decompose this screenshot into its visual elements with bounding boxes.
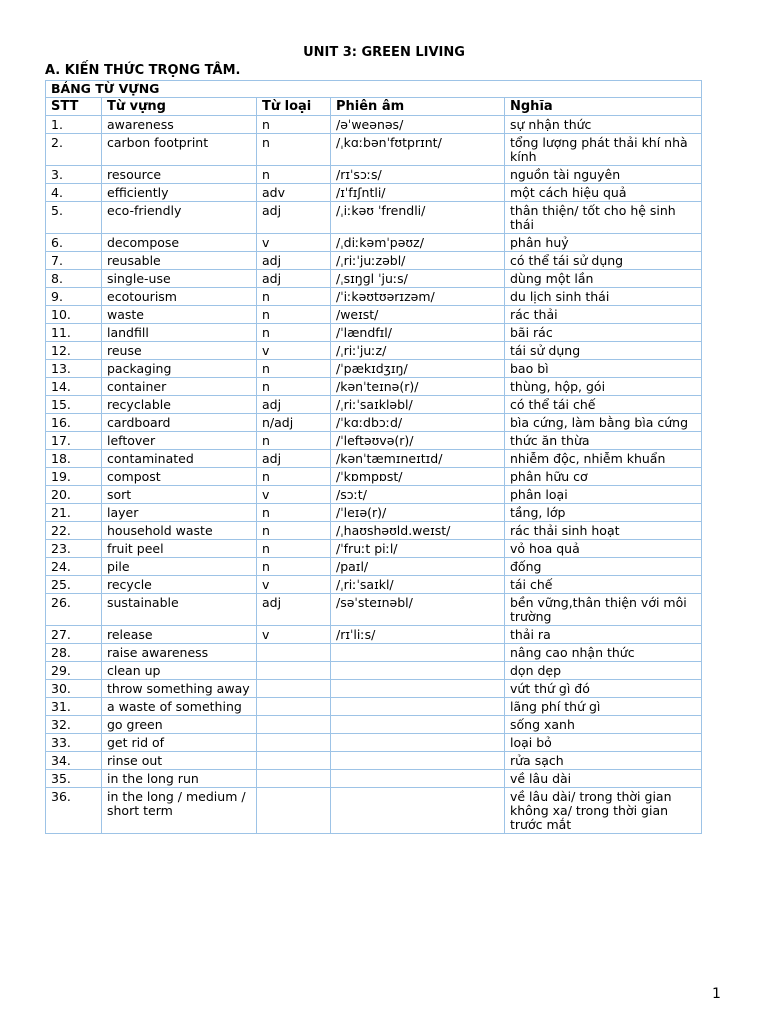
cell-word: contaminated (102, 450, 257, 468)
cell-part-of-speech (257, 788, 331, 834)
cell-meaning: một cách hiệu quả (505, 184, 702, 202)
cell-meaning: thùng, hộp, gói (505, 378, 702, 396)
cell-part-of-speech: n (257, 558, 331, 576)
cell-pronunciation (331, 752, 505, 770)
cell-meaning: rác thải sinh hoạt (505, 522, 702, 540)
cell-meaning: bãi rác (505, 324, 702, 342)
table-row (46, 752, 702, 770)
table-row (46, 698, 702, 716)
table-row (46, 414, 702, 432)
table-row (46, 234, 702, 252)
cell-meaning: sống xanh (505, 716, 702, 734)
cell-part-of-speech (257, 680, 331, 698)
table-row (46, 522, 702, 540)
table-banner-row (46, 81, 702, 98)
cell-pronunciation: /ˈlændfɪl/ (331, 324, 505, 342)
cell-part-of-speech: n (257, 134, 331, 166)
cell-row-number: 22. (46, 522, 102, 540)
cell-pronunciation: /rɪˈsɔːs/ (331, 166, 505, 184)
cell-part-of-speech: adj (257, 202, 331, 234)
cell-row-number: 6. (46, 234, 102, 252)
cell-row-number: 24. (46, 558, 102, 576)
table-body (46, 116, 702, 834)
cell-pronunciation: /ˌiːkəʊ ˈfrendli/ (331, 202, 505, 234)
table-row (46, 788, 702, 834)
cell-part-of-speech (257, 698, 331, 716)
cell-row-number: 9. (46, 288, 102, 306)
cell-row-number: 5. (46, 202, 102, 234)
cell-meaning: nguồn tài nguyên (505, 166, 702, 184)
cell-meaning: thân thiện/ tốt cho hệ sinh thái (505, 202, 702, 234)
cell-word: recycle (102, 576, 257, 594)
cell-row-number: 8. (46, 270, 102, 288)
cell-meaning: có thể tái chế (505, 396, 702, 414)
cell-meaning: về lâu dài/ trong thời gian không xa/ trong thời gian trước mắt (505, 788, 702, 834)
cell-part-of-speech (257, 662, 331, 680)
cell-row-number: 32. (46, 716, 102, 734)
cell-meaning: tổng lượng phát thải khí nhà kính (505, 134, 702, 166)
cell-pronunciation (331, 698, 505, 716)
table-row (46, 558, 702, 576)
cell-pronunciation: /weɪst/ (331, 306, 505, 324)
cell-part-of-speech: adj (257, 450, 331, 468)
cell-word: awareness (102, 116, 257, 134)
cell-pronunciation: /ˈpækɪdʒɪŋ/ (331, 360, 505, 378)
cell-word: packaging (102, 360, 257, 378)
table-row (46, 360, 702, 378)
column-header-word: Từ vựng (102, 98, 257, 116)
cell-part-of-speech: n (257, 432, 331, 450)
table-row (46, 576, 702, 594)
cell-part-of-speech (257, 716, 331, 734)
table-row (46, 378, 702, 396)
cell-meaning: thức ăn thừa (505, 432, 702, 450)
cell-part-of-speech: v (257, 486, 331, 504)
cell-pronunciation: /ˌriːˈjuːzəbl/ (331, 252, 505, 270)
cell-meaning: có thể tái sử dụng (505, 252, 702, 270)
cell-word: leftover (102, 432, 257, 450)
cell-part-of-speech: adv (257, 184, 331, 202)
cell-part-of-speech: n (257, 166, 331, 184)
table-row (46, 770, 702, 788)
cell-word: landfill (102, 324, 257, 342)
table-row (46, 594, 702, 626)
cell-word: go green (102, 716, 257, 734)
table-row (46, 166, 702, 184)
cell-part-of-speech: v (257, 576, 331, 594)
page-title: UNIT 3: GREEN LIVING (303, 45, 465, 60)
table-row (46, 680, 702, 698)
cell-row-number: 29. (46, 662, 102, 680)
cell-meaning: du lịch sinh thái (505, 288, 702, 306)
table-row (46, 184, 702, 202)
cell-word: resource (102, 166, 257, 184)
cell-row-number: 1. (46, 116, 102, 134)
vocabulary-table (45, 80, 702, 834)
cell-meaning: dùng một lần (505, 270, 702, 288)
cell-meaning: tái chế (505, 576, 702, 594)
table-row (46, 324, 702, 342)
cell-row-number: 4. (46, 184, 102, 202)
cell-row-number: 35. (46, 770, 102, 788)
cell-row-number: 3. (46, 166, 102, 184)
cell-word: clean up (102, 662, 257, 680)
table-row (46, 450, 702, 468)
cell-row-number: 10. (46, 306, 102, 324)
cell-pronunciation: /ˌriːˈsaɪkl/ (331, 576, 505, 594)
cell-pronunciation (331, 644, 505, 662)
cell-meaning: dọn dẹp (505, 662, 702, 680)
table-row (46, 288, 702, 306)
cell-word: eco-friendly (102, 202, 257, 234)
table-row (46, 716, 702, 734)
cell-meaning: phân hữu cơ (505, 468, 702, 486)
cell-word: a waste of something (102, 698, 257, 716)
cell-row-number: 13. (46, 360, 102, 378)
cell-pronunciation: /ˈiːkəʊtʊərɪzəm/ (331, 288, 505, 306)
cell-part-of-speech: n (257, 116, 331, 134)
cell-part-of-speech (257, 734, 331, 752)
cell-pronunciation: /ˌkɑːbənˈfʊtprɪnt/ (331, 134, 505, 166)
column-header-pronunciation: Phiên âm (331, 98, 505, 116)
cell-row-number: 27. (46, 626, 102, 644)
cell-row-number: 16. (46, 414, 102, 432)
cell-row-number: 26. (46, 594, 102, 626)
cell-row-number: 28. (46, 644, 102, 662)
cell-part-of-speech: n (257, 324, 331, 342)
cell-meaning: rửa sạch (505, 752, 702, 770)
cell-part-of-speech: n/adj (257, 414, 331, 432)
section-heading: A. KIẾN THỨC TRỌNG TÂM. (45, 63, 241, 78)
cell-row-number: 19. (46, 468, 102, 486)
table-row (46, 734, 702, 752)
cell-word: single-use (102, 270, 257, 288)
table-row (46, 270, 702, 288)
table-row (46, 504, 702, 522)
table-row (46, 432, 702, 450)
cell-pronunciation (331, 788, 505, 834)
cell-meaning: phân loại (505, 486, 702, 504)
column-header-part-of-speech: Từ loại (257, 98, 331, 116)
table-row (46, 644, 702, 662)
cell-pronunciation: /ˌriːˈsaɪkləbl/ (331, 396, 505, 414)
cell-word: layer (102, 504, 257, 522)
cell-pronunciation: /paɪl/ (331, 558, 505, 576)
cell-pronunciation: /ˈleɪə(r)/ (331, 504, 505, 522)
cell-row-number: 25. (46, 576, 102, 594)
table-banner: BẢNG TỪ VỰNG (46, 81, 702, 98)
cell-meaning: nhiễm độc, nhiễm khuẩn (505, 450, 702, 468)
cell-word: ecotourism (102, 288, 257, 306)
cell-part-of-speech: adj (257, 396, 331, 414)
column-header-stt: STT (46, 98, 102, 116)
cell-meaning: phân huỷ (505, 234, 702, 252)
cell-word: in the long / medium / short term (102, 788, 257, 834)
cell-word: recyclable (102, 396, 257, 414)
cell-part-of-speech: n (257, 378, 331, 396)
cell-meaning: vứt thứ gì đó (505, 680, 702, 698)
cell-meaning: bao bì (505, 360, 702, 378)
cell-row-number: 36. (46, 788, 102, 834)
cell-meaning: rác thải (505, 306, 702, 324)
cell-row-number: 23. (46, 540, 102, 558)
cell-pronunciation: /ˌdiːkəmˈpəʊz/ (331, 234, 505, 252)
cell-meaning: lãng phí thứ gì (505, 698, 702, 716)
cell-row-number: 31. (46, 698, 102, 716)
table-row (46, 468, 702, 486)
cell-part-of-speech (257, 770, 331, 788)
cell-meaning: loại bỏ (505, 734, 702, 752)
cell-pronunciation: /sɔːt/ (331, 486, 505, 504)
cell-part-of-speech (257, 644, 331, 662)
table-row (46, 252, 702, 270)
cell-word: pile (102, 558, 257, 576)
table-row (46, 396, 702, 414)
cell-word: reuse (102, 342, 257, 360)
cell-word: cardboard (102, 414, 257, 432)
cell-word: waste (102, 306, 257, 324)
cell-row-number: 7. (46, 252, 102, 270)
cell-pronunciation: /ˌriːˈjuːz/ (331, 342, 505, 360)
cell-pronunciation (331, 734, 505, 752)
column-header-meaning: Nghĩa (505, 98, 702, 116)
cell-pronunciation: /ˌsɪŋɡl ˈjuːs/ (331, 270, 505, 288)
cell-part-of-speech: n (257, 504, 331, 522)
cell-part-of-speech: adj (257, 252, 331, 270)
table-row (46, 540, 702, 558)
cell-word: fruit peel (102, 540, 257, 558)
cell-word: throw something away (102, 680, 257, 698)
cell-row-number: 2. (46, 134, 102, 166)
cell-word: sort (102, 486, 257, 504)
table-row (46, 306, 702, 324)
cell-meaning: bìa cứng, làm bằng bìa cứng (505, 414, 702, 432)
table-row (46, 342, 702, 360)
cell-part-of-speech: adj (257, 270, 331, 288)
cell-part-of-speech: v (257, 342, 331, 360)
cell-word: in the long run (102, 770, 257, 788)
cell-part-of-speech: n (257, 540, 331, 558)
cell-pronunciation: /ˈfruːt piːl/ (331, 540, 505, 558)
cell-part-of-speech: v (257, 626, 331, 644)
cell-row-number: 14. (46, 378, 102, 396)
cell-word: container (102, 378, 257, 396)
cell-word: reusable (102, 252, 257, 270)
cell-row-number: 20. (46, 486, 102, 504)
table-row (46, 116, 702, 134)
cell-pronunciation (331, 716, 505, 734)
cell-word: sustainable (102, 594, 257, 626)
cell-pronunciation (331, 680, 505, 698)
cell-row-number: 11. (46, 324, 102, 342)
table-row (46, 626, 702, 644)
cell-meaning: về lâu dài (505, 770, 702, 788)
cell-pronunciation: /ˈleftəʊvə(r)/ (331, 432, 505, 450)
cell-word: raise awareness (102, 644, 257, 662)
table-row (46, 134, 702, 166)
cell-row-number: 17. (46, 432, 102, 450)
cell-row-number: 21. (46, 504, 102, 522)
cell-word: decompose (102, 234, 257, 252)
cell-part-of-speech: n (257, 288, 331, 306)
cell-row-number: 33. (46, 734, 102, 752)
cell-part-of-speech: n (257, 360, 331, 378)
table-row (46, 662, 702, 680)
cell-pronunciation: /səˈsteɪnəbl/ (331, 594, 505, 626)
cell-part-of-speech: adj (257, 594, 331, 626)
cell-part-of-speech: n (257, 468, 331, 486)
cell-pronunciation: /ɪˈfɪʃntli/ (331, 184, 505, 202)
cell-row-number: 18. (46, 450, 102, 468)
cell-word: household waste (102, 522, 257, 540)
cell-word: compost (102, 468, 257, 486)
cell-row-number: 15. (46, 396, 102, 414)
cell-meaning: bền vững,thân thiện với môi trường (505, 594, 702, 626)
cell-pronunciation (331, 662, 505, 680)
cell-row-number: 30. (46, 680, 102, 698)
cell-pronunciation (331, 770, 505, 788)
cell-pronunciation: /ˈkɑːdbɔːd/ (331, 414, 505, 432)
cell-row-number: 34. (46, 752, 102, 770)
cell-row-number: 12. (46, 342, 102, 360)
cell-word: get rid of (102, 734, 257, 752)
cell-part-of-speech: n (257, 306, 331, 324)
cell-pronunciation: /kənˈteɪnə(r)/ (331, 378, 505, 396)
cell-meaning: tái sử dụng (505, 342, 702, 360)
cell-meaning: đống (505, 558, 702, 576)
cell-word: rinse out (102, 752, 257, 770)
cell-word: release (102, 626, 257, 644)
cell-part-of-speech (257, 752, 331, 770)
cell-pronunciation: /əˈweənəs/ (331, 116, 505, 134)
cell-meaning: tầng, lớp (505, 504, 702, 522)
cell-word: efficiently (102, 184, 257, 202)
cell-pronunciation: /kənˈtæmɪneɪtɪd/ (331, 450, 505, 468)
cell-word: carbon footprint (102, 134, 257, 166)
cell-part-of-speech: n (257, 522, 331, 540)
table-row (46, 486, 702, 504)
cell-meaning: thải ra (505, 626, 702, 644)
cell-meaning: vỏ hoa quả (505, 540, 702, 558)
cell-meaning: sự nhận thức (505, 116, 702, 134)
table-row (46, 202, 702, 234)
cell-meaning: nâng cao nhận thức (505, 644, 702, 662)
cell-part-of-speech: v (257, 234, 331, 252)
cell-pronunciation: /ˌhaʊshəʊld.weɪst/ (331, 522, 505, 540)
cell-pronunciation: /rɪˈliːs/ (331, 626, 505, 644)
page-number: 1 (712, 986, 721, 1002)
table-header-row (46, 98, 702, 116)
cell-pronunciation: /ˈkɒmpɒst/ (331, 468, 505, 486)
